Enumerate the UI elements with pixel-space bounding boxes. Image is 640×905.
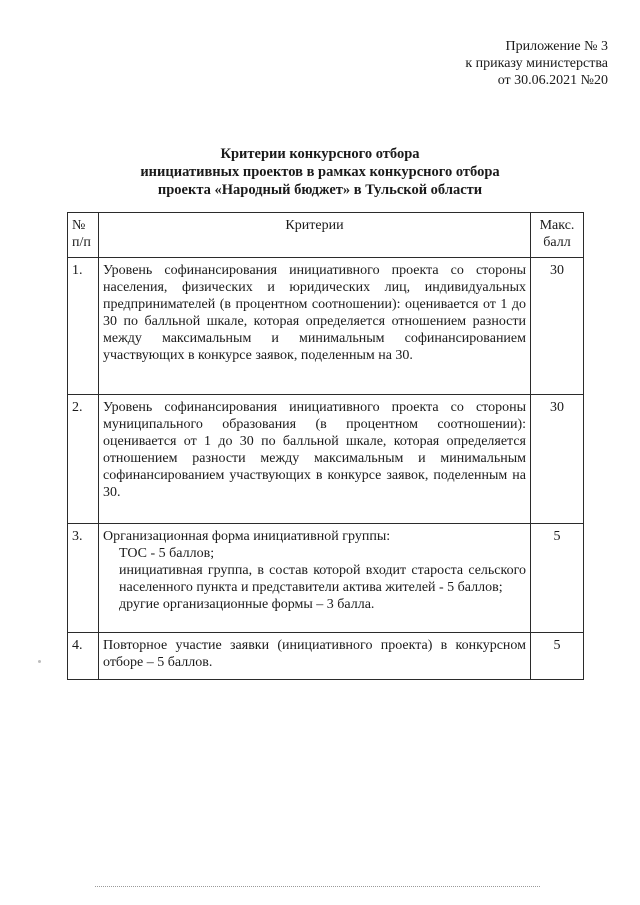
- criterion-option: инициативная группа, в состав которой входит староста сельского населенного пункта и представители актива жителей - 5 баллов;: [119, 563, 526, 595]
- criteria-table: [67, 212, 584, 680]
- row-criterion: [99, 524, 531, 633]
- row-criterion: Уровень софинансирования инициативного проекта со стороны муниципального образования (в процентном соотношении): оценивается от 1 до 30 по балльной шкале, которая определяется отношением разности между максимальным и минимальным софинансированием участвующих в конкурсе заявок, поделенным на 30.: [99, 395, 531, 524]
- document-title: [0, 145, 640, 199]
- header-max-score: [531, 213, 584, 258]
- criterion-intro: Организационная форма инициативной группы:: [103, 529, 391, 544]
- criterion-option: другие организационные формы – 3 балла.: [119, 597, 375, 612]
- table-row: [68, 395, 584, 524]
- row-number: 2.: [68, 395, 99, 524]
- header-criteria: Критерии: [99, 213, 531, 258]
- title-line-3: проекта «Народный бюджет» в Тульской области: [157, 182, 483, 198]
- row-max-score: 5: [531, 633, 584, 680]
- row-criterion: Повторное участие заявки (инициативного проекта) в конкурсном отборе – 5 баллов.: [99, 633, 531, 680]
- row-number: 3.: [68, 524, 99, 633]
- header-score-label: балл: [543, 235, 571, 250]
- header-number-symbol: №: [72, 218, 86, 233]
- row-number: 4.: [68, 633, 99, 680]
- row-max-score: 30: [531, 395, 584, 524]
- appendix-order-ref: к приказу министерства: [465, 56, 608, 71]
- appendix-reference: [465, 38, 608, 89]
- page-bottom-divider: [95, 886, 540, 888]
- row-max-score: 30: [531, 258, 584, 395]
- row-max-score: 5: [531, 524, 584, 633]
- table-row: [68, 633, 584, 680]
- table-row: [68, 258, 584, 395]
- table-row: [68, 524, 584, 633]
- row-number: 1.: [68, 258, 99, 395]
- criterion-option: ТОС - 5 баллов;: [119, 546, 215, 561]
- row-criterion: Уровень софинансирования инициативного проекта со стороны населения, физических и юридических лиц, индивидуальных предпринимателей (в процентном соотношении): оценивается от 1 до 30 по балльной шкале, которая определяется отношением разности между максимальным и минимальным софинансированием участвующих в конкурсе заявок, поделенным на 30.: [99, 258, 531, 395]
- appendix-order-date: от 30.06.2021 №20: [497, 73, 608, 88]
- appendix-number: Приложение № 3: [505, 39, 608, 54]
- header-number-abbrev: п/п: [72, 235, 91, 250]
- title-line-2: инициативных проектов в рамках конкурсного отбора: [140, 164, 500, 180]
- header-number: [68, 213, 99, 258]
- title-line-1: Критерии конкурсного отбора: [220, 146, 420, 162]
- header-max-label: Макс.: [539, 218, 575, 233]
- table-header-row: [68, 213, 584, 258]
- scan-mark: [38, 660, 41, 663]
